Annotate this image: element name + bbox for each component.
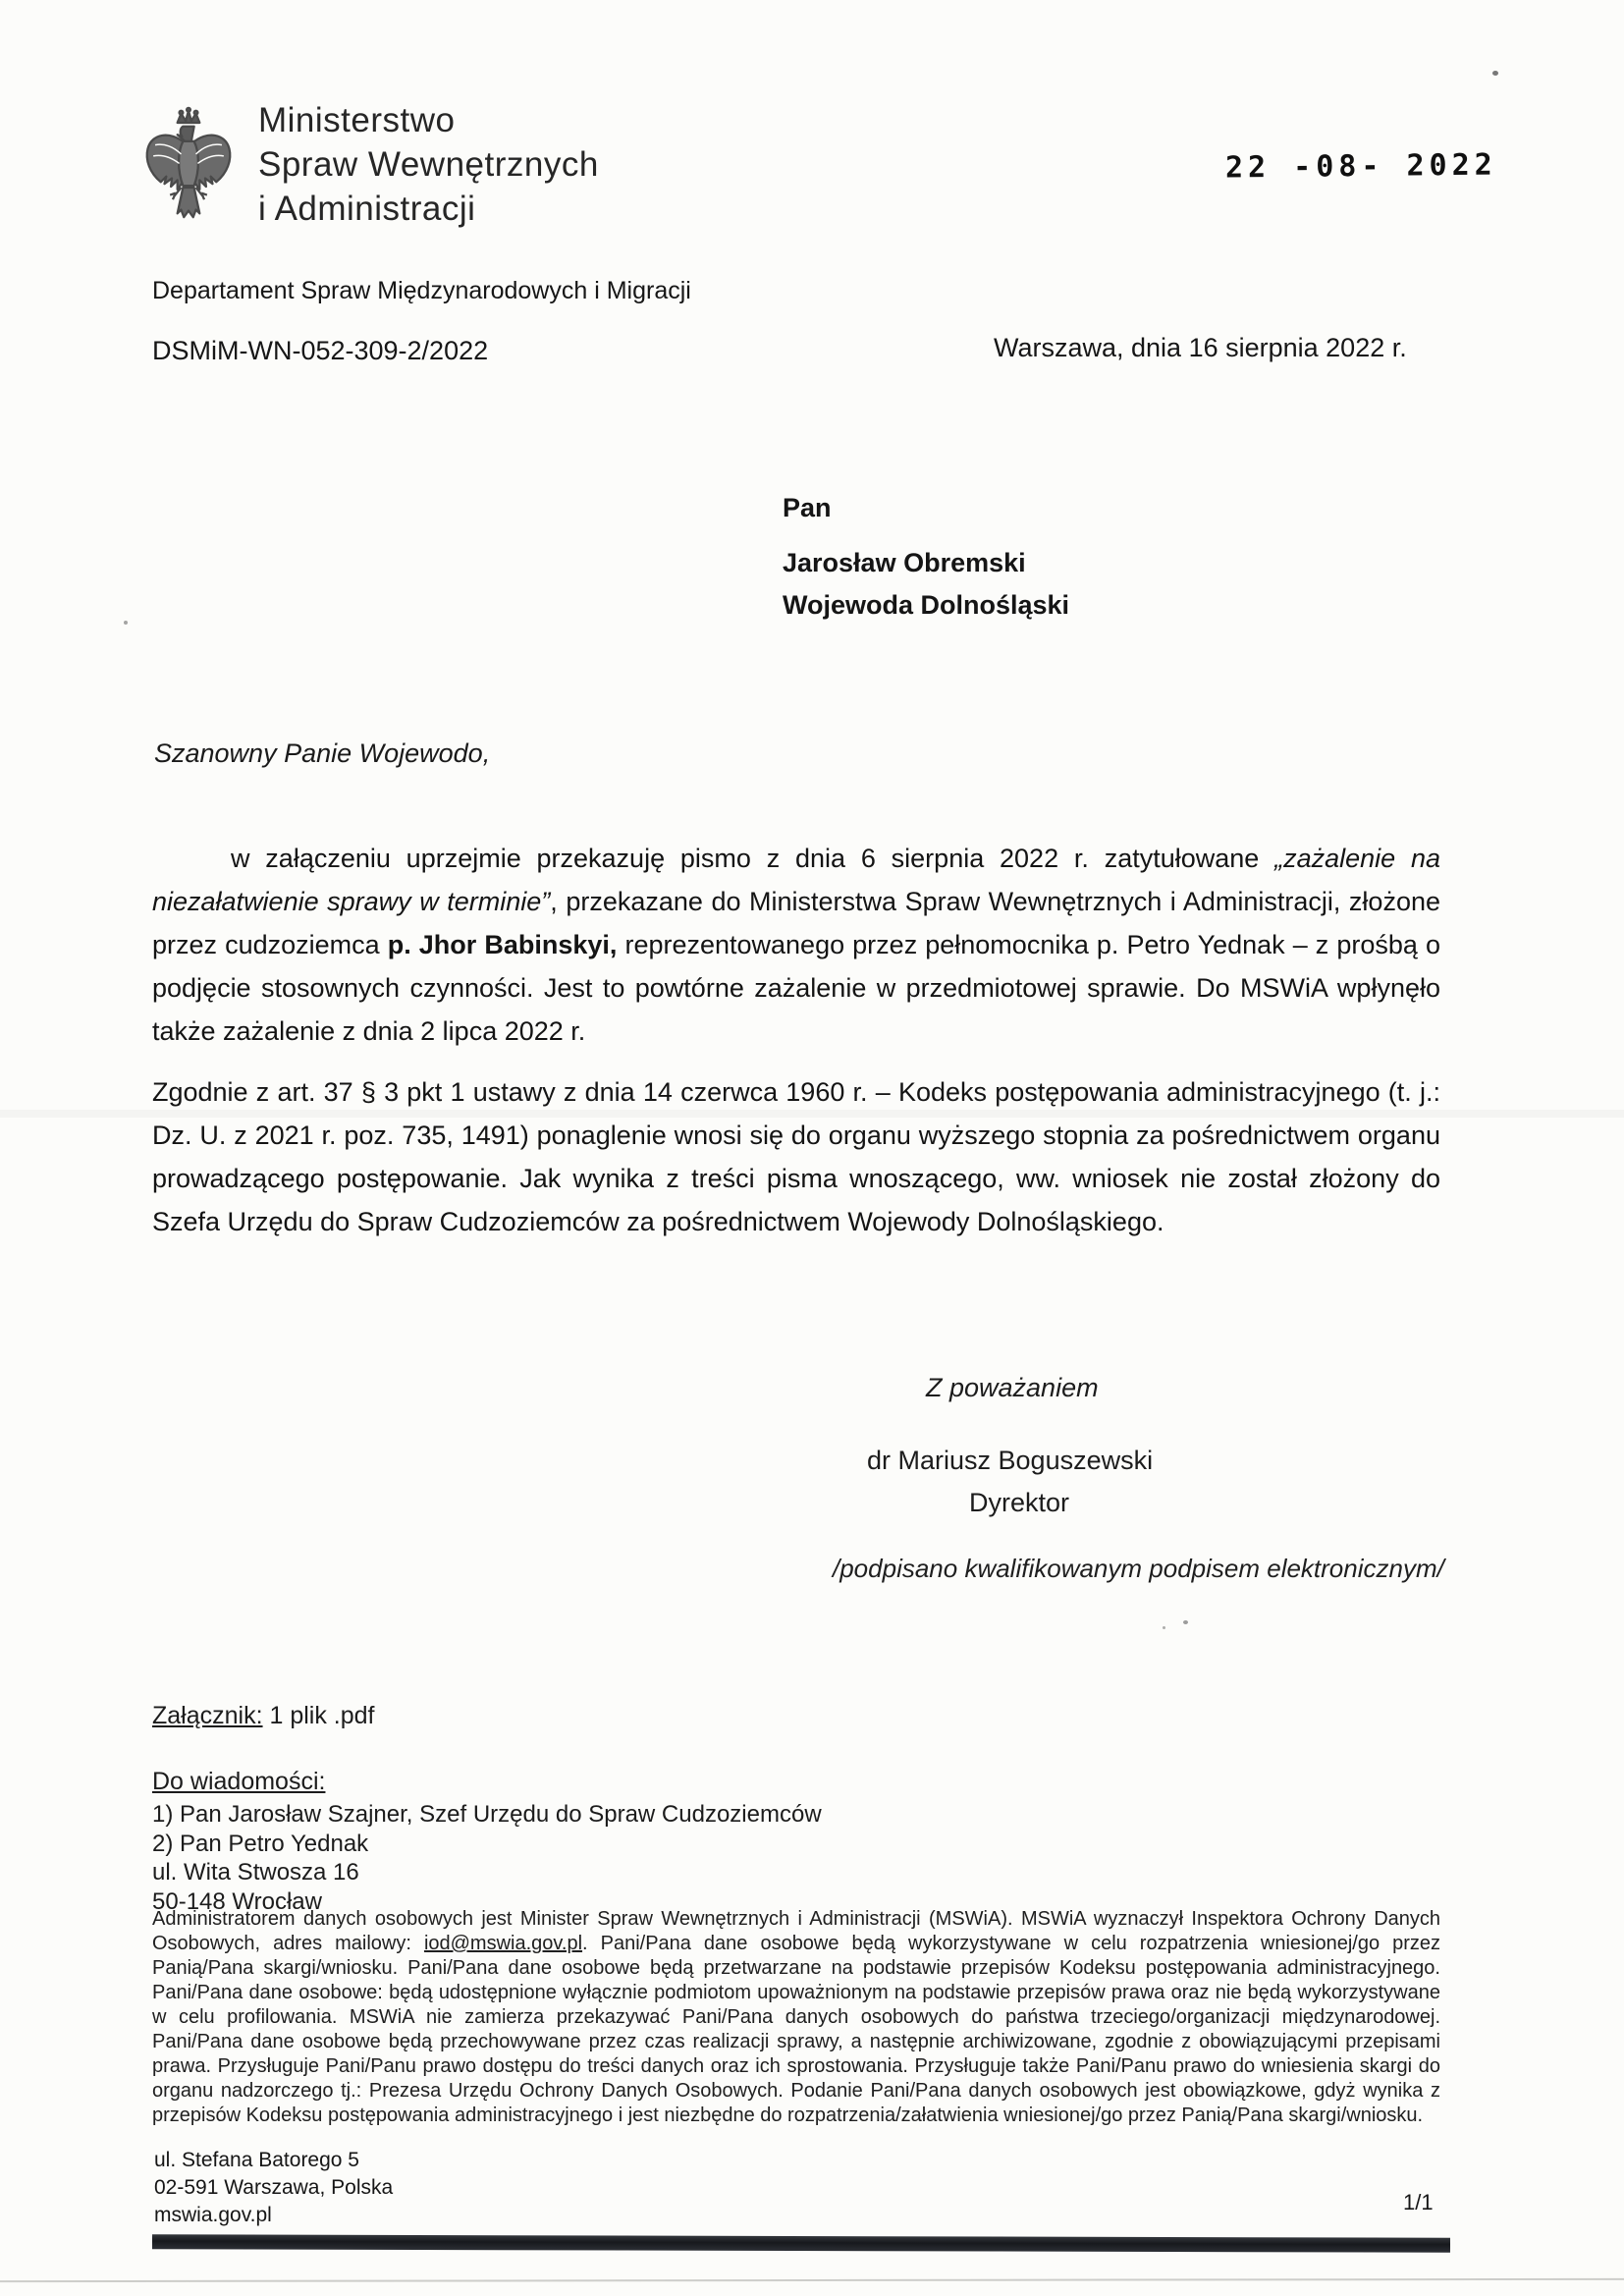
scan-page-edge-line: [0, 2278, 1624, 2282]
cc-line: 50-148 Wrocław: [152, 1887, 322, 1915]
page-number: 1/1: [1403, 2190, 1434, 2214]
department-name: Departament Spraw Międzynarodowych i Migracji: [152, 277, 691, 304]
privacy-notice: [152, 1907, 1440, 2128]
body-paragraph-2: Zgodnie z art. 37 § 3 pkt 1 ustawy z dnia 14 czerwca 1960 r. – Kodeks postępowania administracyjnego (t. j.: Dz. U. z 2021 r. poz. 735, 1491) ponaglenie wnosi się do organu wyższego stopnia za pośrednictwem organu prowadzącego postępowanie. Jak wynika z treści pisma wnoszącego, ww. wniosek nie został złożony do Szefa Urzędu do Spraw Cudzoziemców za pośrednictwem Wojewody Dolnośląskiego.: [152, 1077, 1440, 1236]
text-segment: „zażalenie na niezałatwienie sprawy w terminie”: [152, 844, 1440, 916]
received-date-stamp: 22 -08- 2022: [1224, 147, 1497, 186]
text-segment: p. Jhor Babinskyi,: [387, 930, 618, 959]
salutation: Szanowny Panie Wojewodo,: [154, 738, 491, 768]
scan-speck: [1163, 1626, 1165, 1629]
signer-title: Dyrektor: [969, 1488, 1070, 1517]
cc-label: Do wiadomości:: [152, 1768, 326, 1795]
text-segment: , przekazane do Ministerstwa Spraw Wewnętrznych i Administracji, złożone przez cudzoziemca: [152, 887, 1440, 959]
scan-fold-line: [0, 1110, 1624, 1118]
footer-address: [154, 2147, 393, 2229]
text-segment: Administratorem danych osobowych jest Minister Spraw Wewnętrznych i Administracji (MSWiA). MSWiA wyznaczył Inspektora Ochrony Danych Osobowych, adres mailowy:: [152, 1908, 1440, 1954]
recipient-line: Pan: [783, 493, 832, 522]
electronic-signature-note: /podpisano kwalifikowanym podpisem elektronicznym/: [833, 1554, 1444, 1583]
ministry-line: i Administracji: [258, 190, 476, 228]
closing-phrase: Z poważaniem: [926, 1373, 1099, 1402]
footer-address-line: ul. Stefana Batorego 5: [154, 2149, 359, 2171]
scan-speck: [1492, 71, 1498, 76]
attachment-value: 1 plik .pdf: [262, 1702, 375, 1729]
cc-line: 1) Pan Jarosław Szajner, Szef Urzędu do Spraw Cudzoziemców: [152, 1801, 822, 1828]
footer-address-line: mswia.gov.pl: [154, 2204, 272, 2226]
place-and-date: Warszawa, dnia 16 sierpnia 2022 r.: [994, 333, 1407, 362]
attachment-line: [152, 1702, 375, 1730]
recipient-line: Jarosław Obremski: [783, 548, 1026, 577]
ministry-line: Ministerstwo: [258, 101, 456, 139]
scan-speck: [124, 621, 128, 625]
text-segment: iod@mswia.gov.pl: [423, 1933, 583, 1954]
attachment-label: Załącznik:: [152, 1702, 263, 1729]
body-paragraph-1: [152, 837, 1440, 1053]
cc-line: 2) Pan Petro Yednak: [152, 1830, 369, 1857]
reference-number: DSMiM-WN-052-309-2/2022: [152, 336, 489, 365]
signer-name: dr Mariusz Boguszewski: [867, 1446, 1154, 1475]
text-segment: reprezentowanego przez pełnomocnika p. Petro Yednak – z prośbą o podjęcie stosownych czynności. Jest to powtórne zażalenie w przedmiotowej sprawie. Do MSWiA wpłynęło także zażalenie z dnia 2 lipca 2022 r.: [152, 930, 1440, 1046]
footer-address-line: 02-591 Warszawa, Polska: [154, 2176, 394, 2199]
text-segment: w załączeniu uprzejmie przekazuję pismo z dnia 6 sierpnia 2022 r. zatytułowane: [231, 844, 1275, 873]
scan-bottom-bar: [152, 2234, 1450, 2252]
recipient-block: [783, 487, 1069, 627]
scan-speck: [1183, 1620, 1188, 1624]
cc-list: [152, 1800, 822, 1916]
polish-eagle-emblem-icon: [140, 106, 237, 236]
cc-line: ul. Wita Stwosza 16: [152, 1859, 359, 1886]
ministry-line: Spraw Wewnętrznych: [258, 145, 599, 184]
text-segment: . Pani/Pana dane osobowe będą wykorzystywane w celu rozpatrzenia wniesionej/go przez Panią/Pana skargi/wniosku. Pani/Pana dane osobowe będą przetwarzane na podstawie przepisów Kodeksu postępowania administracyjnego. Pani/Pana dane osobowe: będą udostępnione wyłącznie podmiotom upoważnionym na podstawie przepisów prawa oraz nie będą wykorzystywane w celu profilowania. MSWiA nie zamierza przekazywać Pani/Pana danych osobowych do państwa trzeciego/organizacji międzynarodowej. Pani/Pana dane osobowe będą przechowywane przez czas realizacji sprawy, a następnie archiwizowane, zgodnie z obowiązującymi przepisami prawa. Przysługuje Pani/Panu prawo dostępu do treści danych oraz ich sprostowania. Przysługuje także Pani/Panu prawo do wniesienia skargi do organu nadzorczego tj.: Prezesa Urzędu Ochrony Danych Osobowych. Podanie Pani/Pana danych osobowych jest obowiązkowe, gdyż wynika z przepisów Kodeksu postępowania administracyjnego i jest niezbędne do rozpatrzenia/załatwienia wniesionej/go przez Panią/Pana skargi/wniosku.: [152, 1933, 1440, 2126]
ministry-name: [258, 98, 599, 231]
recipient-line: Wojewoda Dolnośląski: [783, 590, 1070, 620]
